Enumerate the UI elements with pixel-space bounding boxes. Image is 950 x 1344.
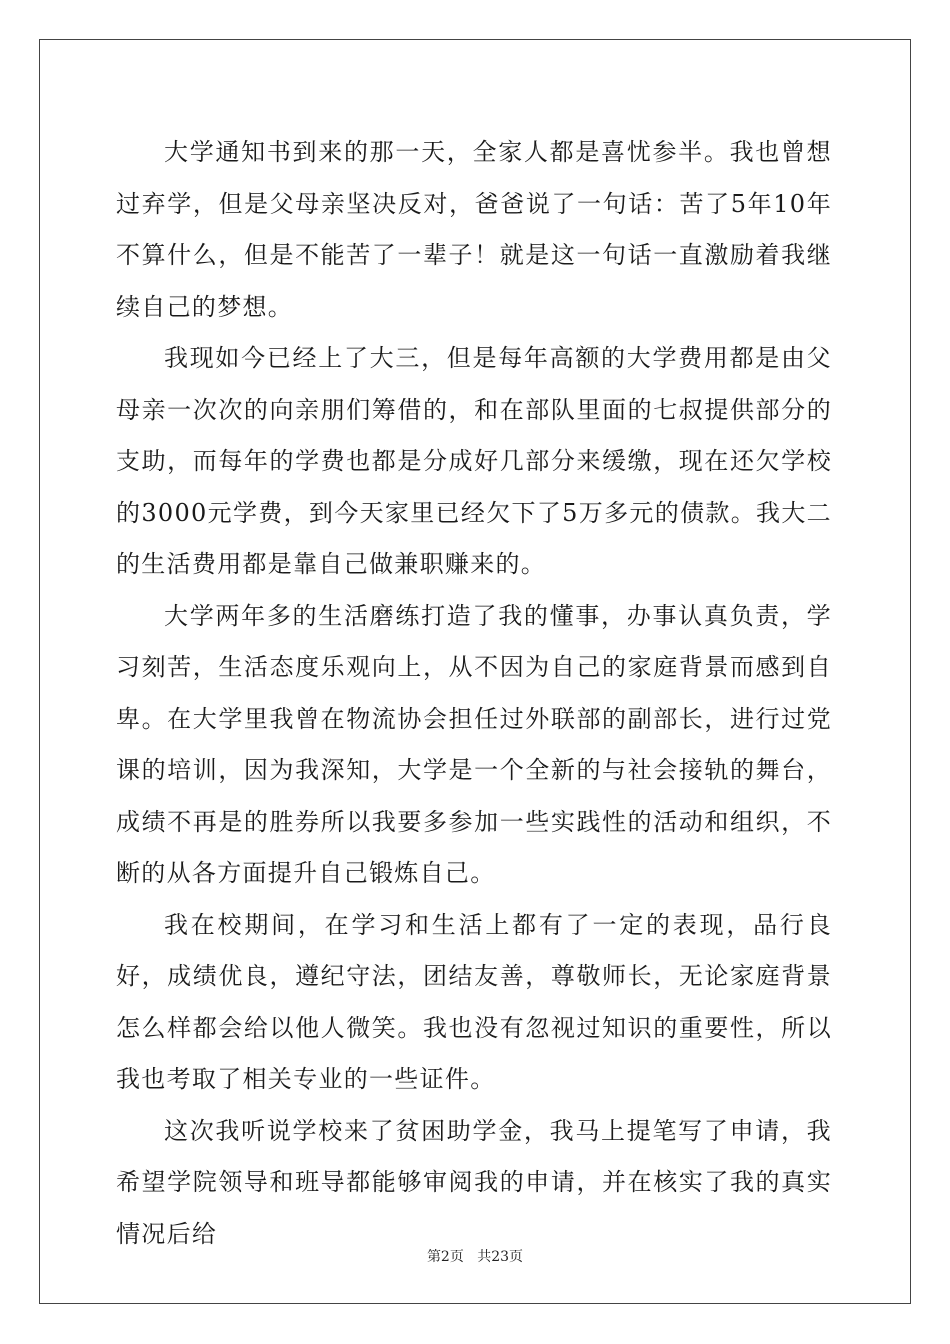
page-number: 第2页 (426, 1249, 464, 1265)
paragraph-4: 我在校期间，在学习和生活上都有了一定的表现，品行良好，成绩优良，遵纪守法，团结友善，尊敬师长，无论家庭背景怎么样都会给以他人微笑。我也没有忽视过知识的重要性，所以我也考取了相关专业的一些证件。 (116, 910, 832, 1093)
paragraph-1: 大学通知书到来的那一天，全家人都是喜忧参半。我也曾想过弃学，但是父母亲坚决反对，爸爸说了一句话：苦了5年10年不算什么，但是不能苦了一辈子！就是这一句话一直激励着我继续自己的梦想。 (116, 138, 832, 321)
document-body (116, 127, 832, 1260)
paragraph-3: 大学两年多的生活磨练打造了我的懂事，办事认真负责，学习刻苦，生活态度乐观向上，从不因为自己的家庭背景而感到自卑。在大学里我曾在物流协会担任过外联部的副部长，进行过党课的培训，因为我深知，大学是一个全新的与社会接轨的舞台，成绩不再是的胜券所以我要多参加一些实践性的活动和组织，不断的从各方面提升自己锻炼自己。 (116, 601, 832, 887)
page-footer (0, 1246, 950, 1266)
paragraph-5: 这次我听说学校来了贫困助学金，我马上提笔写了申请，我希望学院领导和班导都能够审阅我的申请，并在核实了我的真实情况后给 (116, 1116, 832, 1248)
page-total: 共23页 (477, 1249, 524, 1265)
paragraph-2: 我现如今已经上了大三，但是每年高额的大学费用都是由父母亲一次次的向亲朋们筹借的，和在部队里面的七叔提供部分的支助，而每年的学费也都是分成好几部分来缓缴，现在还欠学校的3000元学费，到今天家里已经欠下了5万多元的债款。我大二的生活费用都是靠自己做兼职赚来的。 (116, 344, 832, 578)
